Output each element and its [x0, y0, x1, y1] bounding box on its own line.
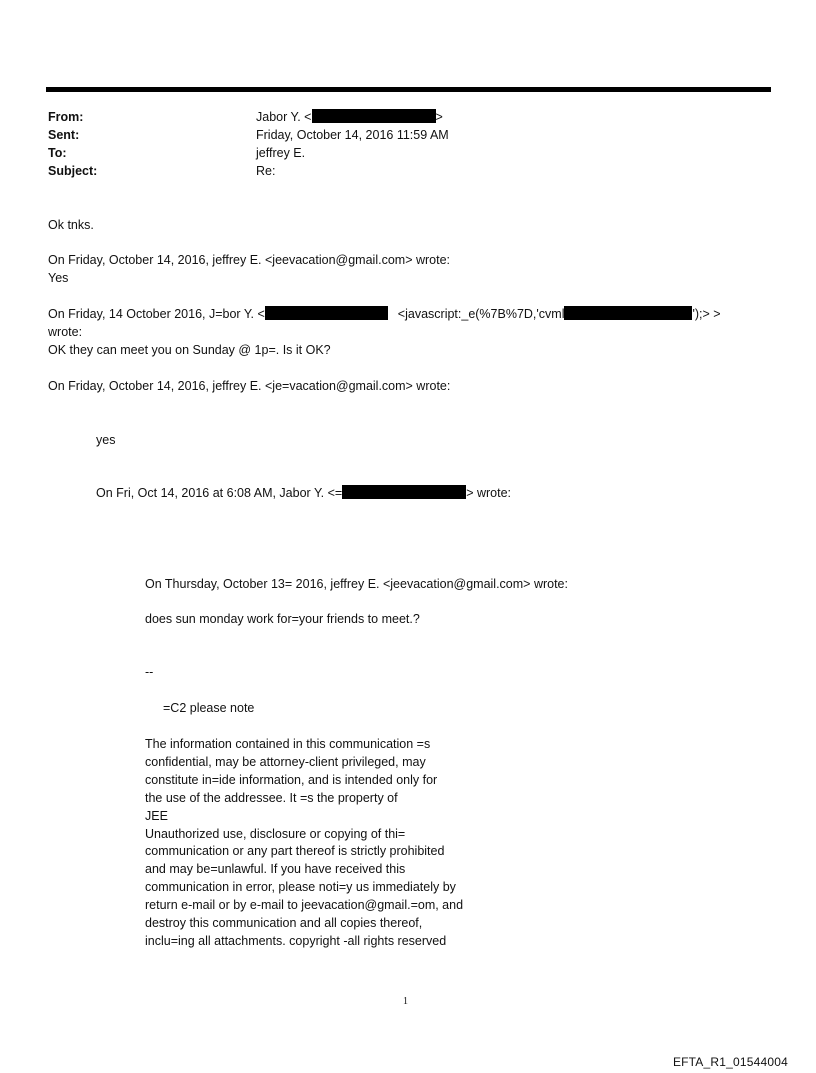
subject-value: Re:: [256, 164, 276, 178]
quote-header: On Friday, October 14, 2016, jeffrey E. <je=vacation@gmail.com> wrote:: [48, 379, 451, 393]
redaction-box: [265, 306, 388, 320]
disclaimer-line: confidential, may be attorney-client privileged, may: [145, 754, 426, 769]
disclaimer-line: return e-mail or by e-mail to jeevacation@gmail.=om, and: [145, 898, 464, 913]
body-line: OK they can meet you on Sunday @ 1p=. Is it OK?: [48, 343, 331, 357]
disclaimer: [145, 736, 463, 951]
to-value: jeffrey E.: [256, 146, 306, 160]
quote-header: On Thursday, October 13= 2016, jeffrey E. <jeevacation@gmail.com> wrote:: [145, 577, 568, 591]
signature-separator: --: [145, 665, 154, 679]
sent-value: Friday, October 14, 2016 11:59 AM: [256, 128, 449, 142]
disclaimer-line: The information contained in this communication =s: [145, 737, 431, 751]
to-label: To:: [48, 146, 67, 160]
body-line: =C2 please note: [163, 701, 255, 715]
quote-header: On Friday, 14 October 2016, J=bor Y. < <javascript:_e(%7B%7D,'cvml ');> >: [48, 307, 721, 321]
redaction-box: [342, 485, 466, 499]
quote-header: On Friday, October 14, 2016, jeffrey E. <jeevacation@gmail.com> wrote:: [48, 253, 451, 267]
body-line: Yes: [48, 271, 69, 285]
bates-number: EFTA_R1_01544004: [672, 1055, 788, 1069]
disclaimer-line: the use of the addressee. It =s the property of: [145, 790, 398, 805]
body-line: yes: [96, 433, 116, 447]
disclaimer-line: and may be=unlawful. If you have received this: [145, 862, 406, 877]
from-value: Jabor Y. < >: [256, 110, 443, 124]
disclaimer-line: communication or any part thereof is strictly prohibited: [145, 844, 445, 859]
from-label: From:: [48, 110, 84, 124]
disclaimer-line: destroy this communication and all copies thereof,: [145, 916, 423, 931]
subject-label: Subject:: [48, 164, 98, 178]
body-line: wrote:: [48, 325, 83, 339]
disclaimer-line: JEE: [145, 808, 168, 823]
redaction-box: [312, 109, 436, 123]
disclaimer-line: constitute in=ide information, and is intended only for: [145, 772, 438, 787]
disclaimer-line: Unauthorized use, disclosure or copying of thi=: [145, 826, 406, 841]
page-number: 1: [403, 996, 408, 1007]
quote-header: On Fri, Oct 14, 2016 at 6:08 AM, Jabor Y. <= > wrote:: [96, 486, 512, 500]
redaction-box: [564, 306, 692, 320]
body-line: Ok tnks.: [48, 218, 94, 232]
disclaimer-line: communication in error, please noti=y us immediately by: [145, 880, 456, 895]
sent-label: Sent:: [48, 128, 80, 142]
header-rule: [46, 87, 771, 92]
disclaimer-line: inclu=ing all attachments. copyright -all rights reserved: [145, 933, 447, 948]
body-line: does sun monday work for=your friends to meet.?: [145, 612, 420, 626]
